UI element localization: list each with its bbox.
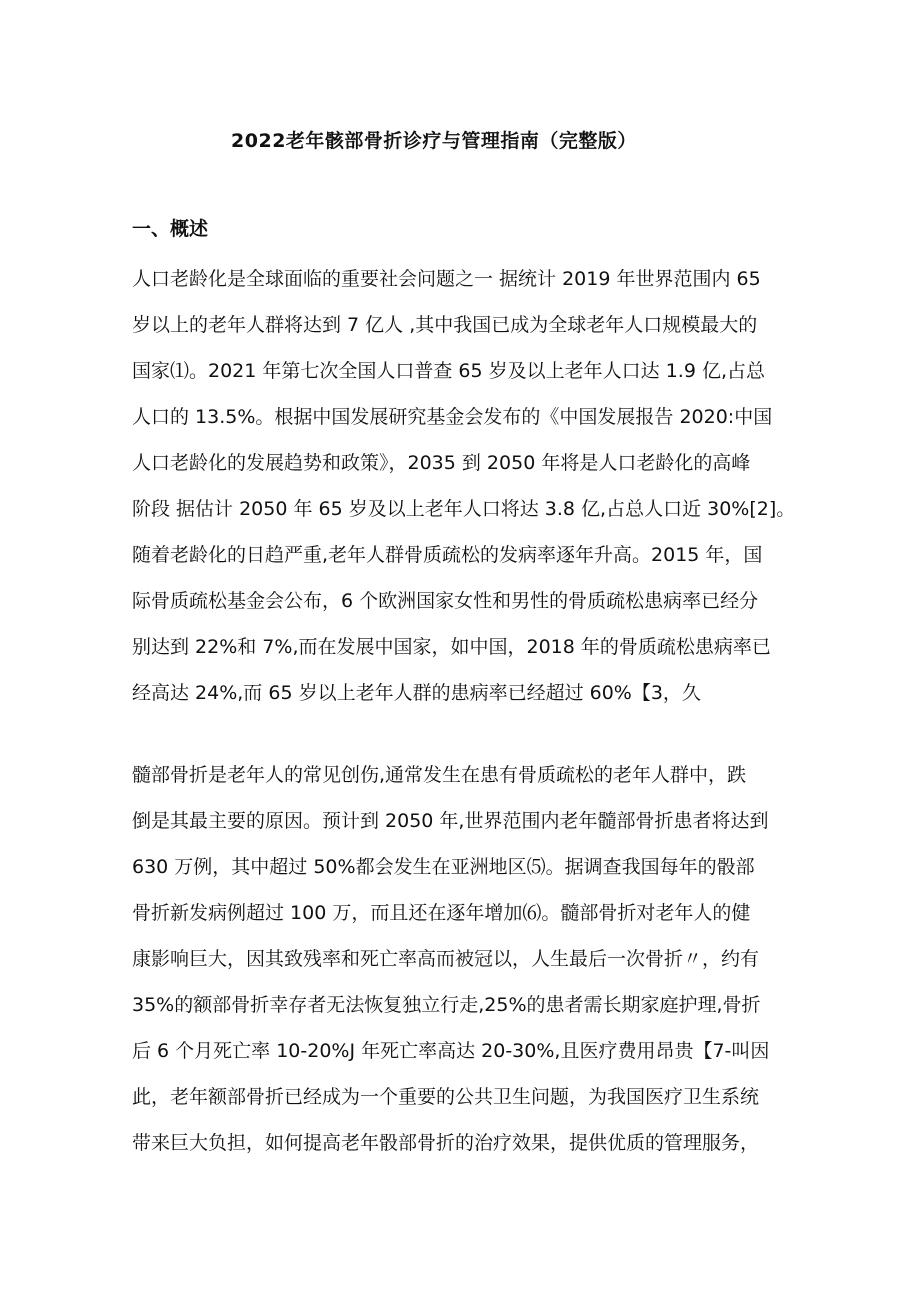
text-line: 人口老龄化是全球面临的重要社会问题之一 据统计 2019 年世界范围内 65 <box>132 268 761 290</box>
text-line: 倒是其最主要的原因。预计到 2050 年,世界范围内老年髓部骨折患者将达到 <box>132 810 769 832</box>
text-line: 国家⑴。2021 年第七次全国人口普查 65 岁及以上老年人口达 1.9 亿,占总 <box>132 360 765 382</box>
text-line: 此，老年额部骨折已经成为一个重要的公共卫生问题，为我国医疗卫生系统 <box>132 1086 760 1108</box>
paragraph-overview <box>132 256 812 716</box>
text-line: 人口的 13.5%。根据中国发展研究基金会发布的《中国发展报告 2020:中国 <box>132 406 773 428</box>
text-line: 骨折新发病例超过 100 万，而且还在逐年增加⑹。髓部骨折对老年人的健 <box>132 902 751 924</box>
text-line: 630 万例，其中超过 50%都会发生在亚洲地区⑸。据调查我国每年的骰部 <box>132 856 755 878</box>
text-line: 岁以上的老年人群将达到 7 亿人 ,其中我国已成为全球老年人口规模最大的 <box>132 314 758 336</box>
text-line: 后 6 个月死亡率 10-20%J 年死亡率高达 20-30%,且医疗费用昂贵【7-叫因 <box>132 1040 770 1062</box>
text-line: 人口老龄化的发展趋势和政策》，2035 到 2050 年将是人口老龄化的高峰 <box>132 452 751 474</box>
text-line: 髓部骨折是老年人的常见创伤,通常发生在患有骨质疏松的老年人群中，跌 <box>132 764 747 786</box>
text-line: 际骨质疏松基金会公布，6 个欧洲国家女性和男性的骨质疏松患病率已经分 <box>132 590 759 612</box>
document-title: 2022老年骸部骨折诊疗与管理指南（完整版） <box>231 130 637 152</box>
section-heading: 一、概述 <box>132 218 209 240</box>
paragraph-hip-fracture <box>132 752 812 1166</box>
text-line: 带来巨大负担，如何提高老年骰部骨折的治疗效果，提供优质的管理服务， <box>132 1132 760 1154</box>
text-line: 经高达 24%,而 65 岁以上老年人群的患病率已经超过 60%【3，久 <box>132 682 701 704</box>
text-line: 随着老龄化的日趋严重,老年人群骨质疏松的发病率逐年升高。2015 年，国 <box>132 544 763 566</box>
text-line: 阶段 据估计 2050 年 65 岁及以上老年人口将达 3.8 亿,占总人口近 30%[2]。 <box>132 498 796 520</box>
text-line: 别达到 22%和 7%,而在发展中国家，如中国，2018 年的骨质疏松患病率已 <box>132 636 771 658</box>
text-line: 康影响巨大，因其致残率和死亡率高而被冠以，人生最后一次骨折〃，约有 <box>132 948 760 970</box>
text-line: 35%的额部骨折幸存者无法恢复独立行走,25%的患者需长期家庭护理,骨折 <box>132 994 761 1016</box>
